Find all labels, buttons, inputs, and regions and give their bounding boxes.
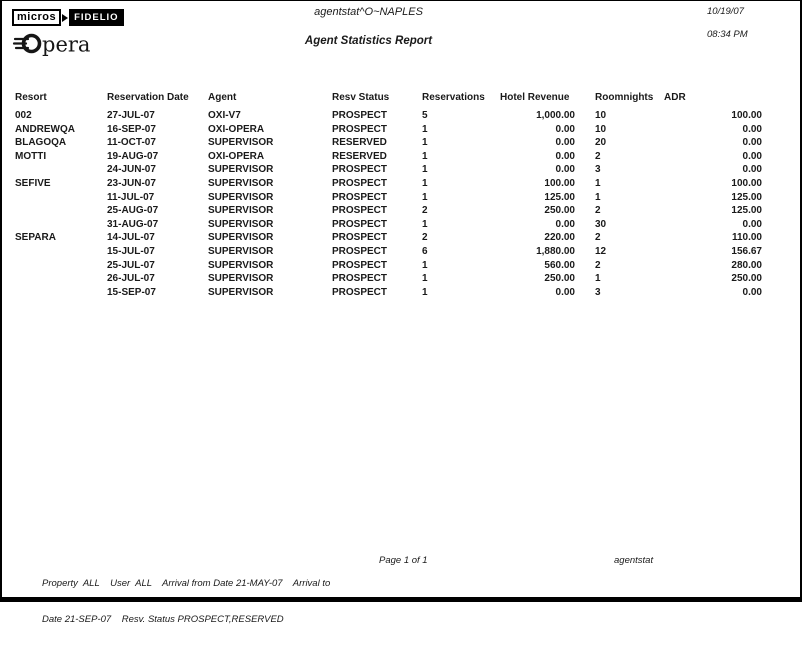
table-row xyxy=(15,191,775,205)
cell-resv-status: PROSPECT xyxy=(332,259,388,271)
cell-adr: 0.00 xyxy=(742,150,762,162)
cell-roomnights: 20 xyxy=(595,137,607,149)
cell-adr: 100.00 xyxy=(731,110,762,121)
cell-resv-status: PROSPECT xyxy=(332,232,388,244)
cell-roomnights: 3 xyxy=(595,286,601,298)
cell-agent: SUPERVISOR xyxy=(208,245,274,257)
report-time: 08:34 PM xyxy=(707,29,748,40)
cell-resort: ANDREWQA xyxy=(15,123,75,135)
cell-agent: SUPERVISOR xyxy=(208,218,274,230)
column-header-hotel-revenue: Hotel Revenue xyxy=(500,92,570,103)
cell-adr: 110.00 xyxy=(731,232,762,244)
cell-agent: SUPERVISOR xyxy=(208,177,274,189)
table-row xyxy=(15,177,775,191)
cell-hotel-revenue: 0.00 xyxy=(555,123,575,135)
cell-reservation-date: 11-OCT-07 xyxy=(107,137,156,149)
cell-resv-status: RESERVED xyxy=(332,150,387,162)
cell-hotel-revenue: 250.00 xyxy=(544,205,575,217)
cell-adr: 100.00 xyxy=(731,177,762,189)
cell-hotel-revenue: 125.00 xyxy=(544,191,575,203)
cell-reservations: 1 xyxy=(422,273,428,285)
header-datetime xyxy=(707,6,797,40)
cell-hotel-revenue: 0.00 xyxy=(555,150,575,162)
svg-text:pera: pera xyxy=(42,32,91,57)
cell-reservations: 6 xyxy=(422,245,428,257)
cell-hotel-revenue: 0.00 xyxy=(555,286,575,298)
cell-roomnights: 2 xyxy=(595,150,601,162)
cell-reservations: 2 xyxy=(422,232,428,244)
footer-filters-line2: Date 21-SEP-07 Resv. Status PROSPECT,RESERVED xyxy=(42,614,284,625)
column-header-adr: ADR xyxy=(664,92,686,103)
cell-resv-status: PROSPECT xyxy=(332,273,388,285)
cell-agent: SUPERVISOR xyxy=(208,259,274,271)
cell-resort xyxy=(15,286,107,300)
column-header-roomnights: Roomnights xyxy=(595,92,654,103)
cell-resort xyxy=(15,272,107,286)
cell-hotel-revenue: 1,880.00 xyxy=(536,245,575,257)
table-row xyxy=(15,231,775,245)
cell-reservation-date: 19-AUG-07 xyxy=(107,150,159,162)
cell-reservation-date: 15-SEP-07 xyxy=(107,286,156,298)
cell-roomnights: 1 xyxy=(595,177,601,189)
cell-adr: 125.00 xyxy=(731,191,762,203)
column-header-resv-status: Resv Status xyxy=(332,92,390,103)
cell-agent: SUPERVISOR xyxy=(208,286,274,298)
table-row xyxy=(15,286,775,300)
cell-resv-status: PROSPECT xyxy=(332,110,388,121)
cell-roomnights: 30 xyxy=(595,218,607,230)
column-header-resort: Resort xyxy=(15,92,47,103)
cell-resort xyxy=(15,218,107,232)
column-header-reservation-date: Reservation Date xyxy=(107,92,189,103)
cell-reservations: 1 xyxy=(422,286,428,298)
cell-resort xyxy=(15,163,107,177)
cell-agent: OXI-V7 xyxy=(208,110,241,121)
cell-reservations: 2 xyxy=(422,205,428,217)
table-row xyxy=(15,109,775,123)
micros-logo-text: micros xyxy=(12,9,61,26)
cell-roomnights: 2 xyxy=(595,205,601,217)
cell-resort: SEFIVE xyxy=(15,177,51,189)
cell-agent: OXI-OPERA xyxy=(208,123,265,135)
cell-reservations: 1 xyxy=(422,177,428,189)
cell-resv-status: PROSPECT xyxy=(332,164,388,176)
cell-hotel-revenue: 1,000.00 xyxy=(536,110,575,121)
cell-reservation-date: 31-AUG-07 xyxy=(107,218,159,230)
cell-roomnights: 3 xyxy=(595,164,601,176)
cell-reservations: 1 xyxy=(422,218,428,230)
cell-adr: 0.00 xyxy=(742,218,762,230)
cell-roomnights: 1 xyxy=(595,273,601,285)
cell-resort: BLAGOQA xyxy=(15,137,67,149)
cell-roomnights: 12 xyxy=(595,245,607,257)
cell-reservation-date: 27-JUL-07 xyxy=(107,110,155,121)
cell-hotel-revenue: 560.00 xyxy=(544,259,575,271)
cell-agent: SUPERVISOR xyxy=(208,137,274,149)
cell-agent: SUPERVISOR xyxy=(208,232,274,244)
table-header-row xyxy=(15,91,775,104)
cell-roomnights: 2 xyxy=(595,232,601,244)
table-row xyxy=(15,150,775,164)
footer-filters-line1: Property ALL User ALL Arrival from Date 21-MAY-07 Arrival to xyxy=(42,578,331,589)
cell-reservation-date: 24-JUN-07 xyxy=(107,164,156,176)
cell-hotel-revenue: 0.00 xyxy=(555,137,575,149)
header-center xyxy=(2,1,735,47)
report-id: agentstat^O~NAPLES xyxy=(314,6,423,18)
cell-resort xyxy=(15,259,107,273)
footer-page-info: Page 1 of 1 xyxy=(379,555,428,566)
cell-reservations: 1 xyxy=(422,191,428,203)
column-header-agent: Agent xyxy=(208,92,237,103)
table-row xyxy=(15,123,775,137)
cell-agent: OXI-OPERA xyxy=(208,150,265,162)
cell-reservation-date: 11-JUL-07 xyxy=(107,191,155,203)
cell-agent: SUPERVISOR xyxy=(208,191,274,203)
footer-filters xyxy=(42,554,372,650)
cell-adr: 0.00 xyxy=(742,164,762,176)
page-title: Agent Statistics Report xyxy=(304,35,433,47)
cell-reservation-date: 16-SEP-07 xyxy=(107,123,156,135)
cell-resv-status: PROSPECT xyxy=(332,191,388,203)
cell-resort: 002 xyxy=(15,110,32,121)
cell-resort: MOTTI xyxy=(15,150,47,162)
table-row xyxy=(15,259,775,273)
table-body xyxy=(15,109,775,299)
table-row xyxy=(15,272,775,286)
cell-reservations: 1 xyxy=(422,137,428,149)
cell-resv-status: RESERVED xyxy=(332,137,387,149)
table-row xyxy=(15,204,775,218)
cell-reservation-date: 23-JUN-07 xyxy=(107,177,156,189)
cell-resv-status: PROSPECT xyxy=(332,177,388,189)
footer-report-name: agentstat xyxy=(614,555,654,566)
report-date: 10/19/07 xyxy=(707,6,744,17)
cell-resv-status: PROSPECT xyxy=(332,123,388,135)
cell-reservations: 1 xyxy=(422,164,428,176)
cell-adr: 156.67 xyxy=(731,245,762,257)
cell-resv-status: PROSPECT xyxy=(332,205,388,217)
cell-adr: 250.00 xyxy=(731,273,762,285)
cell-resv-status: PROSPECT xyxy=(332,245,388,257)
cell-reservation-date: 25-AUG-07 xyxy=(107,205,159,217)
cell-reservation-date: 25-JUL-07 xyxy=(107,259,155,271)
table-row xyxy=(15,136,775,150)
cell-adr: 0.00 xyxy=(742,286,762,298)
cell-reservation-date: 14-JUL-07 xyxy=(107,232,155,244)
cell-agent: SUPERVISOR xyxy=(208,164,274,176)
cell-resort xyxy=(15,204,107,218)
cell-resort: SEPARA xyxy=(15,232,56,244)
cell-adr: 0.00 xyxy=(742,137,762,149)
cell-resort xyxy=(15,191,107,205)
cell-hotel-revenue: 250.00 xyxy=(544,273,575,285)
cell-resv-status: PROSPECT xyxy=(332,286,388,298)
cell-adr: 125.00 xyxy=(731,205,762,217)
cell-hotel-revenue: 0.00 xyxy=(555,218,575,230)
agent-statistics-table xyxy=(15,91,775,299)
cell-hotel-revenue: 0.00 xyxy=(555,164,575,176)
cell-reservations: 1 xyxy=(422,259,428,271)
column-header-reservations: Reservations xyxy=(422,92,485,103)
cell-roomnights: 10 xyxy=(595,110,607,121)
cell-reservations: 1 xyxy=(422,123,428,135)
cell-reservations: 1 xyxy=(422,150,428,162)
cell-roomnights: 10 xyxy=(595,123,607,135)
cell-agent: SUPERVISOR xyxy=(208,205,274,217)
cell-resv-status: PROSPECT xyxy=(332,218,388,230)
table-row xyxy=(15,245,775,259)
cell-resort xyxy=(15,245,107,259)
cell-agent: SUPERVISOR xyxy=(208,273,274,285)
cell-adr: 280.00 xyxy=(731,259,762,271)
table-row xyxy=(15,218,775,232)
cell-reservations: 5 xyxy=(422,110,428,121)
cell-reservation-date: 15-JUL-07 xyxy=(107,245,155,257)
cell-roomnights: 2 xyxy=(595,259,601,271)
fidelio-logo-text: FIDELIO xyxy=(69,9,123,26)
cell-adr: 0.00 xyxy=(742,123,762,135)
cell-hotel-revenue: 100.00 xyxy=(544,177,575,189)
cell-reservation-date: 26-JUL-07 xyxy=(107,273,155,285)
cell-roomnights: 1 xyxy=(595,191,601,203)
table-row xyxy=(15,163,775,177)
cell-hotel-revenue: 220.00 xyxy=(544,232,575,244)
